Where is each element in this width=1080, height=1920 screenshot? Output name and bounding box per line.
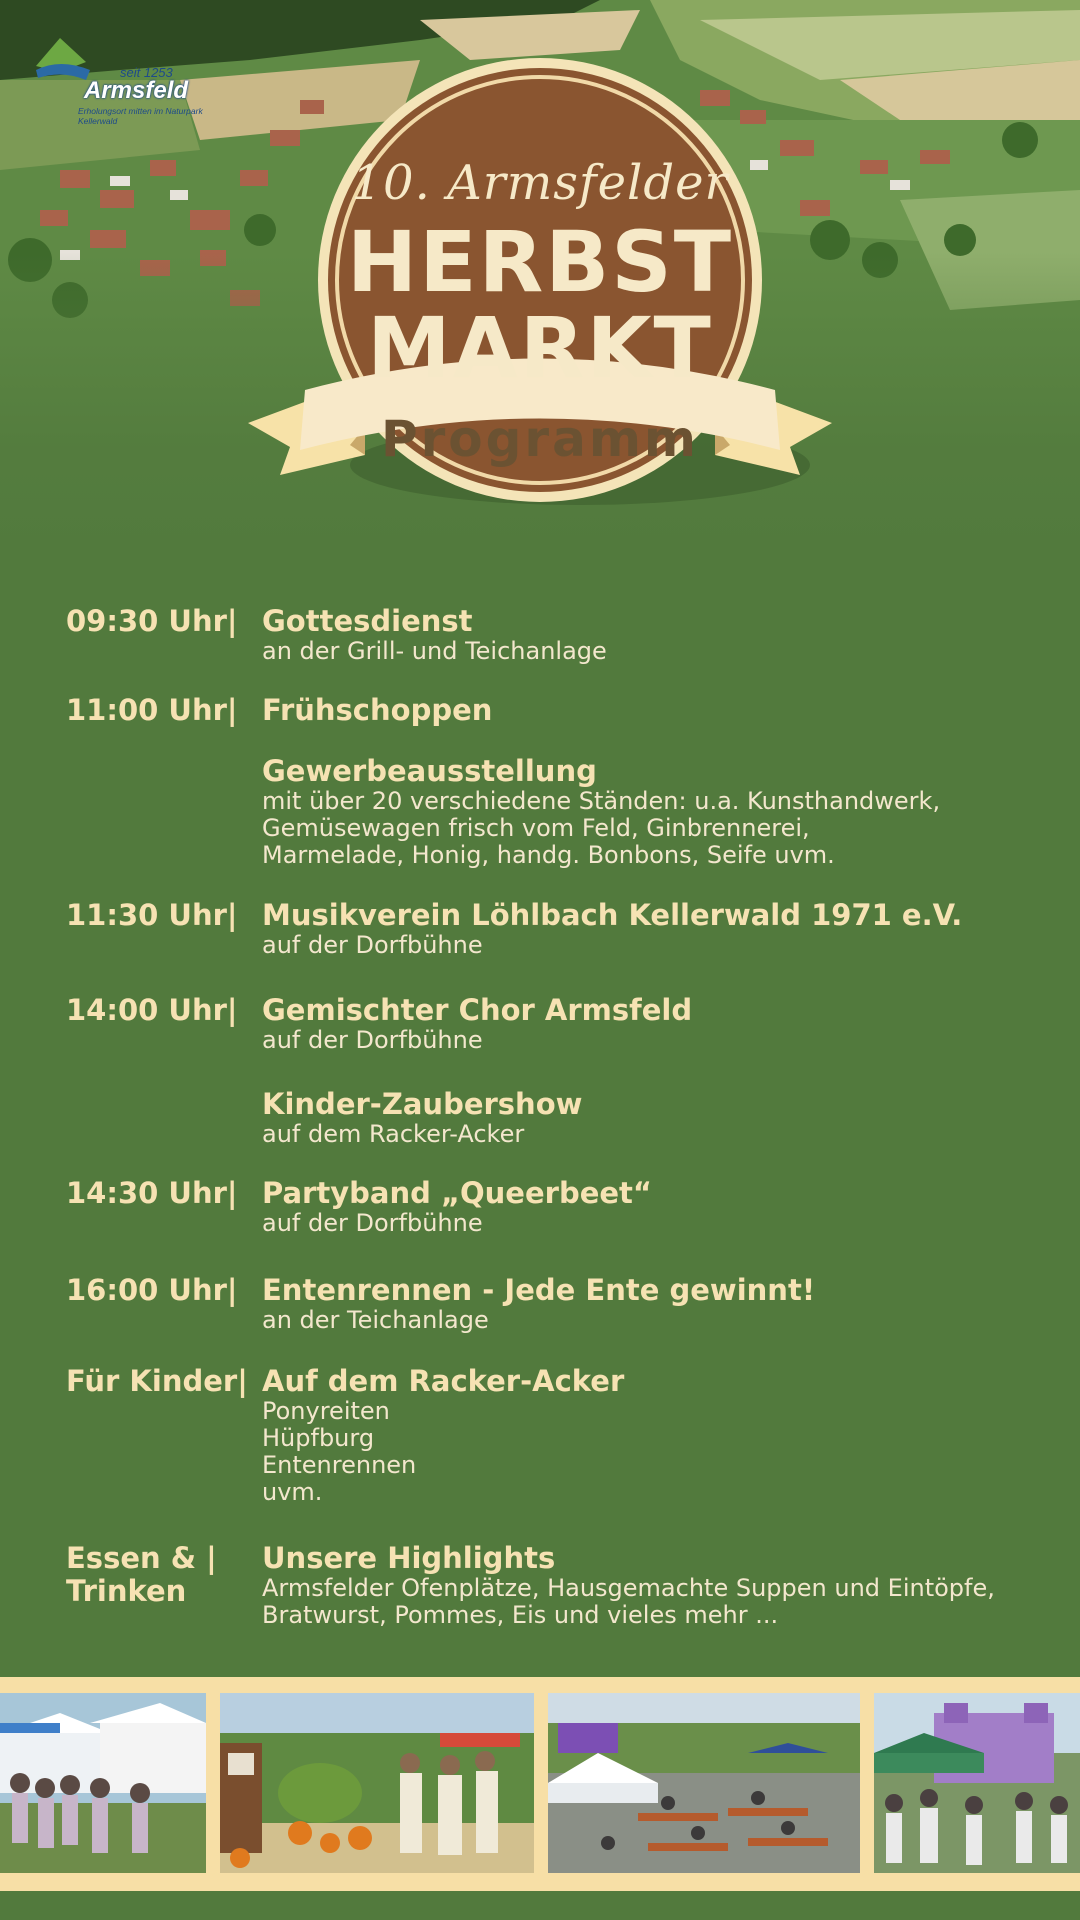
programm-ribbon-text: Programm [380,410,700,468]
schedule-time: 09:30 Uhr| [66,604,238,638]
bouncy-castle-photo [874,1693,1080,1873]
schedule-desc: auf der Dorfbühne [262,1026,483,1054]
edition-text: 10. Armsfelder [351,155,729,211]
schedule-title: Musikverein Löhlbach Kellerwald 1971 e.V. [262,898,963,932]
schedule-title: Unsere Highlights [262,1541,556,1575]
schedule-desc: auf dem Racker-Acker [262,1120,525,1148]
schedule-desc: Armsfelder Ofenplätze, Hausgemachte Suppen und Eintöpfe, [262,1574,995,1602]
schedule-desc: Entenrennen [262,1451,417,1479]
schedule-time-line: Trinken [66,1574,187,1608]
schedule-desc: Marmelade, Honig, handg. Bonbons, Seife uvm. [262,841,835,869]
markt-heading: MARKT [367,299,713,397]
schedule-time: 16:00 Uhr| [66,1273,238,1307]
schedule-title: Gottesdienst [262,604,473,638]
beer-tables-photo [548,1693,860,1873]
schedule-title: Gewerbeausstellung [262,754,597,788]
schedule-desc: mit über 20 verschiedene Ständen: u.a. Kunsthandwerk, [262,787,941,815]
logo-name: Armsfeld [84,77,189,104]
schedule-desc: auf der Dorfbühne [262,931,483,959]
schedule-title: Partyband „Queerbeet“ [262,1176,652,1210]
schedule-desc: Gemüsewagen frisch vom Feld, Ginbrennerei, [262,814,810,842]
schedule-title: Kinder-Zaubershow [262,1087,583,1121]
schedule-title: Gemischter Chor Armsfeld [262,993,693,1027]
schedule-desc: Hüpfburg [262,1424,375,1452]
schedule-time [66,1542,266,1608]
schedule-desc: uvm. [262,1478,323,1506]
logo-since: seit 1253 [120,65,173,80]
schedule-title: Auf dem Racker-Acker [262,1364,625,1398]
schedule-desc: auf der Dorfbühne [262,1209,483,1237]
schedule-desc: Bratwurst, Pommes, Eis und vieles mehr ... [262,1601,779,1629]
schedule-desc: Ponyreiten [262,1397,390,1425]
schedule-title: Entenrennen - Jede Ente gewinnt! [262,1273,816,1307]
schedule-desc: an der Teichanlage [262,1306,489,1334]
logo-tagline: Erholungsort mitten im Naturpark Kellerwald [78,106,203,126]
schedule-time: 14:30 Uhr| [66,1176,238,1210]
vegetable-stand-photo [220,1693,534,1873]
schedule-time-line: Essen & | [66,1541,217,1575]
herbstmarkt-emblem [240,55,840,575]
schedule-time: 14:00 Uhr| [66,993,238,1027]
herbst-heading: HERBST [346,213,734,311]
schedule-time: 11:30 Uhr| [66,898,238,932]
schedule-time: 11:00 Uhr| [66,693,238,727]
schedule-desc: an der Grill- und Teichanlage [262,637,607,665]
schedule-time: Für Kinder| [66,1364,248,1398]
schedule-title: Frühschoppen [262,693,493,727]
market-tents-photo [0,1693,206,1873]
armsfeld-logo [34,36,203,136]
photo-strip [0,1677,1080,1891]
